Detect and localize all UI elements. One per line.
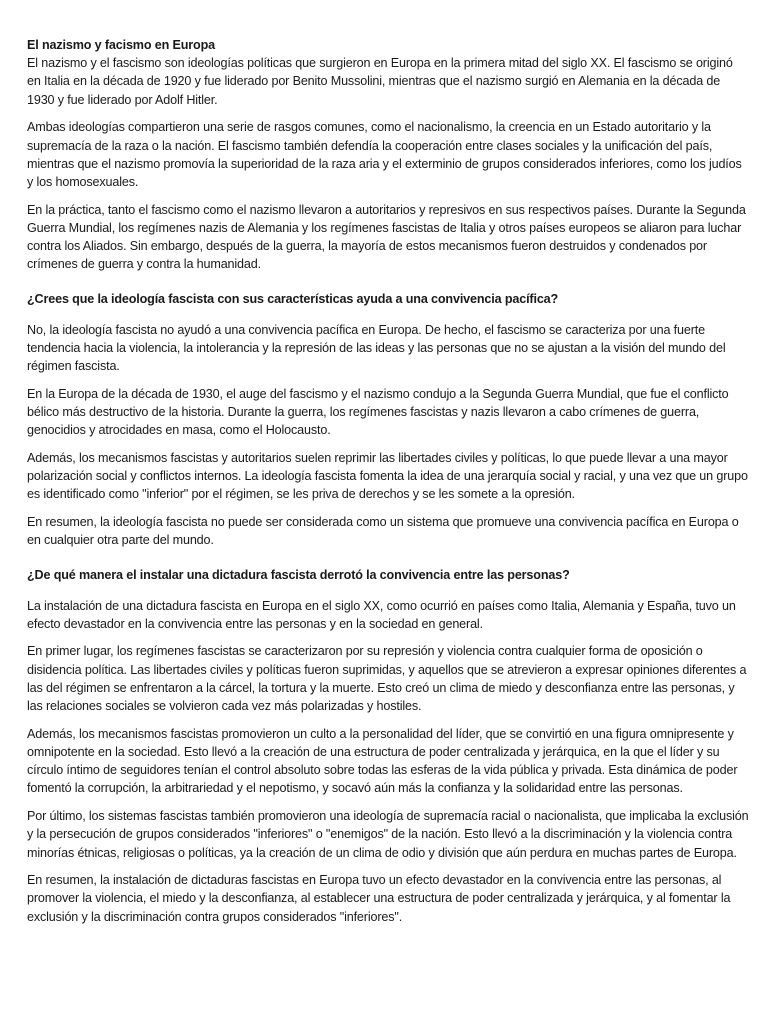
question-1-heading: ¿Crees que la ideología fascista con sus características ayuda a una convivencia pacífica?: [27, 292, 559, 307]
answer-1-paragraph-3: Además, los mecanismos fascistas y autoritarios suelen reprimir las libertades civiles y políticas, lo que puede llevar a una mayor polarización social y conflictos internos. La ideología fascista fomenta la idea de una jerarquía social y racial, y una vez que un grupo es identificado como "inferior" por el régimen, se les priva de derechos y se les somete a la opresión.: [27, 450, 748, 502]
intro-paragraph-1: El nazismo y el fascismo son ideologías políticas que surgieron en Europa en la primera mitad del siglo XX. El fascismo se originó en Italia en la década de 1920 y fue liderado por Benito Mussolini, mientras que el nazismo surgió en Alemania en la década de 1930 y fue liderado por Adolf Hitler.: [27, 56, 733, 107]
answer-1-paragraph-4: En resumen, la ideología fascista no puede ser considerada como un sistema que promueve una convivencia pacífica en Europa o en cualquier otra parte del mundo.: [27, 514, 739, 548]
intro-paragraph-3: En la práctica, tanto el fascismo como el nazismo llevaron a autoritarios y represivos en sus respectivos países. Durante la Segunda Guerra Mundial, los regímenes nazis de Alemania y los regímenes fascistas de Italia y otros países europeos se aliaron para luchar contra los Aliados. Sin embargo, después de la guerra, la mayoría de estos mecanismos fueron destruidos y condenados por crímenes de guerra y contra la humanidad.: [27, 202, 746, 272]
answer-2-paragraph-3: Además, los mecanismos fascistas promovieron un culto a la personalidad del líder, que se convirtió en una figura omnipresente y omnipotente en la sociedad. Esto llevó a la creación de una estructura de poder centralizada y jerárquica, en la que el líder y su círculo íntimo de seguidores tenían el control absoluto sobre todas las esferas de la vida pública y privada. Esta dinámica de poder fomentó la corrupción, la arbitrariedad y el nepotismo, y socavó aún más la confianza y la solidaridad entre las personas.: [27, 726, 738, 796]
answer-1-paragraph-2: En la Europa de la década de 1930, el auge del fascismo y el nazismo condujo a la Segunda Guerra Mundial, que fue el conflicto bélico más destructivo de la historia. Durante la guerra, los regímenes fascistas y nazis llevaron a cabo crímenes de guerra, genocidios y atrocidades en masa, como el Holocausto.: [27, 386, 729, 438]
answer-2-paragraph-4: Por último, los sistemas fascistas también promovieron una ideología de supremacía racial o nacionalista, que implicaba la exclusión y la persecución de grupos considerados "inferiores" o "enemigos" de la nación. Esto llevó a la discriminación y la violencia contra minorías étnicas, religiosas o políticas, ya la creación de un clima de odio y división que aún perdura en muchas partes de Europa.: [27, 809, 749, 860]
document-page: [27, 36, 749, 935]
document-title: El nazismo y facismo en Europa: [27, 38, 215, 52]
question-2-heading: ¿De qué manera el instalar una dictadura fascista derrotó la convivencia entre las personas?: [27, 568, 570, 583]
answer-2-paragraph-5: En resumen, la instalación de dictaduras fascistas en Europa tuvo un efecto devastador en la convivencia entre las personas, al promover la violencia, el miedo y la desconfianza, al establecer una estructura de poder centralizada y jerárquica, y al fomentar la exclusión y la discriminación contra grupos considerados "inferiores".: [27, 873, 731, 924]
answer-2-paragraph-1: La instalación de una dictadura fascista en Europa en el siglo XX, como ocurrió en países como Italia, Alemania y España, tuvo un efecto devastador en la convivencia entre las personas y en la sociedad en general.: [27, 598, 736, 631]
answer-1-paragraph-1: No, la ideología fascista no ayudó a una convivencia pacífica en Europa. De hecho, el fascismo se caracteriza por una fuerte tendencia hacia la violencia, la intolerancia y la represión de las ideas y las personas que no se ajustan a la visión del mundo del régimen fascista.: [27, 322, 726, 374]
answer-2-paragraph-2: En primer lugar, los regímenes fascistas se caracterizaron por su represión y violencia contra cualquier forma de oposición o disidencia política. Las libertades civiles y políticas fueron suprimidas, y aquellos que se atrevieron a expresar opiniones diferentes a las del régimen se enfrentaron a la cárcel, la tortura y la muerte. Esto creó un clima de miedo y desconfianza entre las personas, y las relaciones sociales se volvieron cada vez más polarizadas y hostiles.: [27, 644, 747, 714]
intro-paragraph-2: Ambas ideologías compartieron una serie de rasgos comunes, como el nacionalismo, la creencia en un Estado autoritario y la supremacía de la raza o la nación. El fascismo también defendía la cooperación entre clases sociales y la unificación del país, mientras que el nazismo promovía la superioridad de la raza aria y el exterminio de grupos considerados inferiores, como los judíos y los homosexuales.: [27, 120, 742, 189]
